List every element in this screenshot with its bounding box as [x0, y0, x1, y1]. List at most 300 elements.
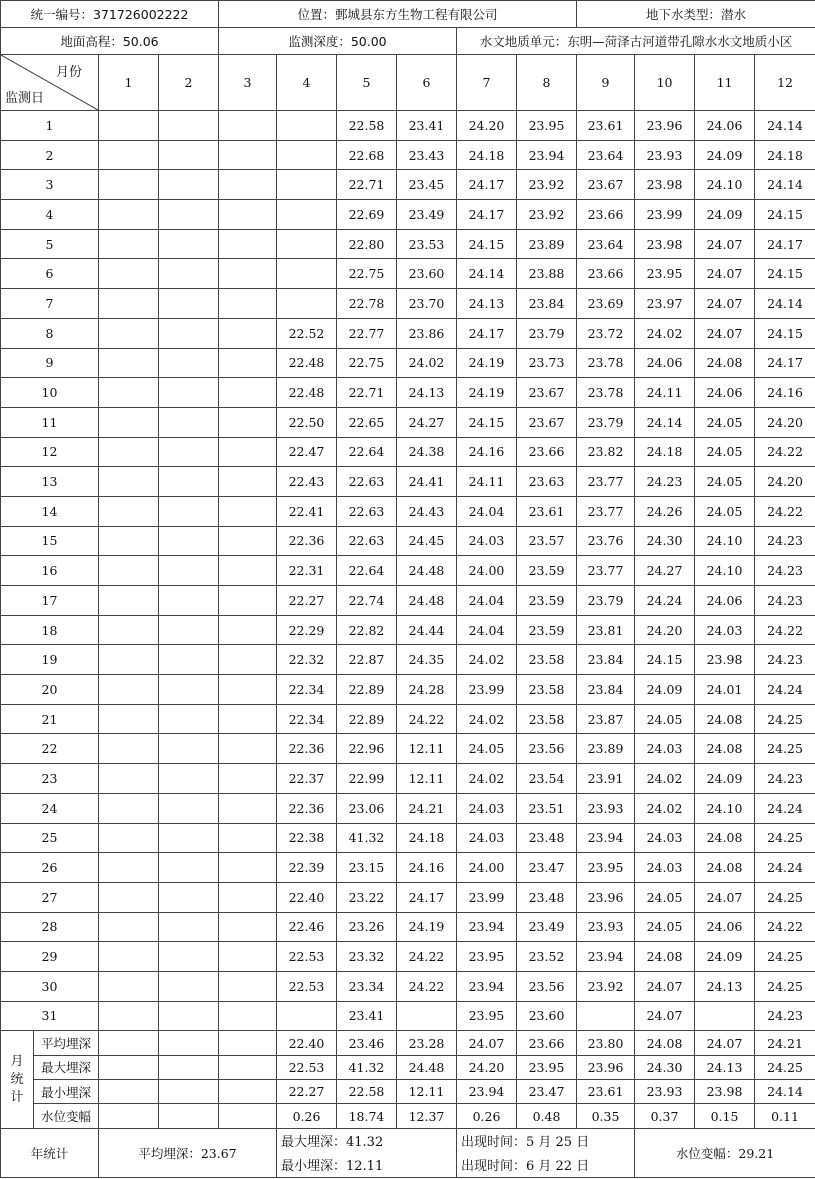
monthly-stat-value: 23.98 [695, 1080, 755, 1104]
depth-value: 22.68 [337, 140, 397, 170]
depth-value [219, 170, 277, 200]
monthly-stat-row [1, 1104, 815, 1128]
monthly-stat-value: 41.32 [337, 1055, 397, 1079]
depth-value: 24.45 [397, 526, 457, 556]
depth-value: 23.41 [337, 1001, 397, 1031]
monthly-stat-value: 23.95 [517, 1055, 577, 1079]
day-row [1, 942, 815, 972]
depth-value: 22.96 [337, 734, 397, 764]
depth-value: 24.02 [457, 704, 517, 734]
day-label: 31 [1, 1001, 99, 1031]
depth-value: 22.78 [337, 289, 397, 319]
depth-value: 24.25 [755, 971, 815, 1001]
ground-elevation: 地面高程：50.06 [1, 28, 219, 55]
depth-value [219, 200, 277, 230]
monthly-stat-value: 18.74 [337, 1104, 397, 1128]
depth-value: 24.06 [695, 378, 755, 408]
depth-value [159, 882, 219, 912]
depth-value [159, 229, 219, 259]
depth-value: 23.77 [577, 467, 635, 497]
depth-value: 24.18 [755, 140, 815, 170]
depth-value: 22.71 [337, 170, 397, 200]
depth-value [159, 407, 219, 437]
day-row [1, 912, 815, 942]
monthly-stat-row [1, 1031, 815, 1055]
depth-value: 24.24 [755, 793, 815, 823]
depth-value: 23.91 [577, 764, 635, 794]
day-row [1, 111, 815, 141]
day-label: 15 [1, 526, 99, 556]
depth-value: 23.87 [577, 704, 635, 734]
depth-value: 23.97 [635, 289, 695, 319]
depth-value: 24.10 [695, 170, 755, 200]
depth-value: 24.11 [635, 378, 695, 408]
depth-value [219, 140, 277, 170]
day-row [1, 229, 815, 259]
depth-value: 24.07 [635, 971, 695, 1001]
depth-value: 23.67 [577, 170, 635, 200]
depth-value: 23.82 [577, 437, 635, 467]
depth-value: 24.05 [695, 467, 755, 497]
depth-value [219, 704, 277, 734]
day-label: 29 [1, 942, 99, 972]
month-header-cell: 9 [577, 55, 635, 111]
depth-value: 24.43 [397, 496, 457, 526]
depth-value: 24.15 [457, 407, 517, 437]
day-row [1, 1001, 815, 1031]
depth-value [99, 764, 159, 794]
depth-value: 22.48 [277, 348, 337, 378]
depth-value: 24.03 [635, 823, 695, 853]
depth-value: 23.98 [695, 645, 755, 675]
depth-value: 12.11 [397, 764, 457, 794]
depth-value: 24.08 [695, 823, 755, 853]
depth-value [219, 496, 277, 526]
depth-value: 22.80 [337, 229, 397, 259]
depth-value: 23.77 [577, 556, 635, 586]
day-row [1, 734, 815, 764]
depth-value: 22.47 [277, 437, 337, 467]
depth-value: 24.08 [695, 734, 755, 764]
depth-value: 24.02 [635, 793, 695, 823]
depth-value: 23.94 [517, 140, 577, 170]
depth-value: 23.56 [517, 971, 577, 1001]
depth-value [99, 912, 159, 942]
monthly-stat-value [219, 1104, 277, 1128]
depth-value: 24.07 [695, 318, 755, 348]
depth-value [219, 764, 277, 794]
depth-value: 23.60 [397, 259, 457, 289]
month-header-cell: 10 [635, 55, 695, 111]
depth-value [219, 526, 277, 556]
depth-value: 24.14 [755, 170, 815, 200]
depth-value: 22.63 [337, 496, 397, 526]
depth-value: 22.39 [277, 853, 337, 883]
month-header-cell: 8 [517, 55, 577, 111]
depth-value [159, 942, 219, 972]
monthly-stat-value [159, 1080, 219, 1104]
depth-value: 24.05 [635, 882, 695, 912]
depth-value [219, 348, 277, 378]
monthly-stat-value: 23.28 [397, 1031, 457, 1055]
depth-value [99, 348, 159, 378]
depth-value [277, 111, 337, 141]
depth-value [159, 496, 219, 526]
monthly-stat-value [159, 1055, 219, 1079]
depth-value: 22.63 [337, 467, 397, 497]
depth-value: 24.16 [755, 378, 815, 408]
depth-value [577, 1001, 635, 1031]
depth-value: 23.59 [517, 615, 577, 645]
month-header-cell: 3 [219, 55, 277, 111]
depth-value: 24.05 [695, 437, 755, 467]
depth-value: 22.53 [277, 971, 337, 1001]
depth-value: 22.36 [277, 526, 337, 556]
depth-value: 24.23 [755, 1001, 815, 1031]
day-row [1, 407, 815, 437]
depth-value: 24.22 [397, 704, 457, 734]
depth-value: 23.81 [577, 615, 635, 645]
depth-value: 24.00 [457, 853, 517, 883]
day-row [1, 170, 815, 200]
depth-value: 23.84 [577, 645, 635, 675]
depth-value: 24.30 [635, 526, 695, 556]
depth-value [277, 200, 337, 230]
hydrogeologic-unit: 水文地质单元：东明—菏泽古河道带孔隙水水文地质小区 [457, 28, 815, 55]
depth-value [159, 111, 219, 141]
depth-value: 23.95 [457, 1001, 517, 1031]
depth-value [219, 229, 277, 259]
month-header-cell: 2 [159, 55, 219, 111]
monthly-stats-group-label [1, 1031, 34, 1129]
depth-value [277, 170, 337, 200]
depth-value: 24.13 [695, 971, 755, 1001]
depth-value: 24.20 [457, 111, 517, 141]
depth-value: 23.79 [577, 586, 635, 616]
depth-value [159, 971, 219, 1001]
depth-value: 23.95 [457, 942, 517, 972]
depth-value [219, 556, 277, 586]
depth-value: 23.92 [577, 971, 635, 1001]
depth-value: 24.48 [397, 556, 457, 586]
depth-value: 22.36 [277, 734, 337, 764]
depth-value: 23.94 [577, 942, 635, 972]
monthly-stat-value: 24.48 [397, 1055, 457, 1079]
depth-value: 24.25 [755, 942, 815, 972]
depth-value [159, 556, 219, 586]
depth-value: 22.74 [337, 586, 397, 616]
depth-value [219, 586, 277, 616]
depth-value: 23.95 [577, 853, 635, 883]
depth-value: 24.16 [457, 437, 517, 467]
annual-min-depth: 最小埋深：12.11 [281, 1159, 384, 1175]
depth-value: 23.52 [517, 942, 577, 972]
depth-value [159, 823, 219, 853]
day-label: 20 [1, 675, 99, 705]
depth-value: 24.17 [755, 229, 815, 259]
monthly-stat-value [219, 1055, 277, 1079]
monthly-stat-value: 22.53 [277, 1055, 337, 1079]
depth-value: 41.32 [337, 823, 397, 853]
depth-value: 23.51 [517, 793, 577, 823]
depth-value [99, 882, 159, 912]
depth-value [159, 704, 219, 734]
annual-range: 水位变幅：29.21 [635, 1128, 815, 1177]
depth-value: 24.15 [755, 318, 815, 348]
depth-value [159, 734, 219, 764]
depth-value: 22.37 [277, 764, 337, 794]
day-label: 1 [1, 111, 99, 141]
depth-value [99, 734, 159, 764]
depth-value [277, 259, 337, 289]
depth-value [159, 467, 219, 497]
day-row [1, 467, 815, 497]
day-label: 13 [1, 467, 99, 497]
depth-value: 24.03 [635, 734, 695, 764]
month-header-cell: 7 [457, 55, 517, 111]
depth-value: 23.43 [397, 140, 457, 170]
depth-value: 24.17 [457, 170, 517, 200]
day-label: 24 [1, 793, 99, 823]
monthly-stat-row [1, 1080, 815, 1104]
monthly-stat-value: 22.58 [337, 1080, 397, 1104]
depth-value: 23.63 [517, 467, 577, 497]
day-row [1, 615, 815, 645]
month-header-cell: 1 [99, 55, 159, 111]
depth-value: 23.26 [337, 912, 397, 942]
monthly-stat-value: 23.93 [635, 1080, 695, 1104]
monthly-stat-value: 24.21 [755, 1031, 815, 1055]
depth-value [99, 675, 159, 705]
depth-value: 22.40 [277, 882, 337, 912]
depth-value: 23.89 [577, 734, 635, 764]
month-header-cell: 6 [397, 55, 457, 111]
day-row [1, 971, 815, 1001]
depth-value: 23.89 [517, 229, 577, 259]
depth-value [99, 615, 159, 645]
depth-value [99, 259, 159, 289]
monthly-stat-value: 12.37 [397, 1104, 457, 1128]
depth-value: 22.36 [277, 793, 337, 823]
depth-value [277, 140, 337, 170]
depth-value [99, 437, 159, 467]
depth-value: 22.65 [337, 407, 397, 437]
depth-value: 24.07 [695, 289, 755, 319]
day-label: 16 [1, 556, 99, 586]
depth-value: 24.23 [635, 467, 695, 497]
monthly-stat-value: 24.08 [635, 1031, 695, 1055]
depth-value: 24.14 [755, 289, 815, 319]
corner-month-label: 月份 [55, 65, 82, 80]
day-row [1, 496, 815, 526]
annual-extreme-times [457, 1128, 635, 1177]
day-label: 28 [1, 912, 99, 942]
depth-value [99, 378, 159, 408]
depth-value: 23.70 [397, 289, 457, 319]
depth-value: 24.19 [397, 912, 457, 942]
depth-value: 24.17 [397, 882, 457, 912]
depth-value: 24.28 [397, 675, 457, 705]
day-row [1, 289, 815, 319]
depth-value: 23.86 [397, 318, 457, 348]
monthly-stat-value: 22.40 [277, 1031, 337, 1055]
depth-value: 24.25 [755, 734, 815, 764]
depth-value: 24.22 [397, 971, 457, 1001]
monthly-stat-value: 23.46 [337, 1031, 397, 1055]
monthly-stat-value: 23.94 [457, 1080, 517, 1104]
depth-value: 23.06 [337, 793, 397, 823]
monthly-stat-label: 最小埋深 [34, 1080, 99, 1104]
depth-value: 23.66 [517, 437, 577, 467]
depth-value: 24.14 [457, 259, 517, 289]
depth-value [159, 289, 219, 319]
monthly-stat-value [219, 1031, 277, 1055]
depth-value: 22.89 [337, 704, 397, 734]
depth-value: 22.75 [337, 259, 397, 289]
monthly-stat-value: 23.80 [577, 1031, 635, 1055]
depth-value: 22.89 [337, 675, 397, 705]
depth-value: 24.04 [457, 615, 517, 645]
depth-value: 24.17 [457, 200, 517, 230]
depth-value: 23.34 [337, 971, 397, 1001]
day-label: 30 [1, 971, 99, 1001]
day-label: 27 [1, 882, 99, 912]
depth-value [99, 200, 159, 230]
depth-value [99, 289, 159, 319]
depth-value [219, 289, 277, 319]
depth-value: 23.58 [517, 645, 577, 675]
depth-value [159, 140, 219, 170]
depth-value: 24.00 [457, 556, 517, 586]
depth-value: 22.27 [277, 586, 337, 616]
day-row [1, 675, 815, 705]
monthly-stat-value: 0.48 [517, 1104, 577, 1128]
depth-value [99, 793, 159, 823]
depth-value: 22.31 [277, 556, 337, 586]
depth-value: 24.17 [755, 348, 815, 378]
depth-value: 22.77 [337, 318, 397, 348]
depth-value: 24.07 [635, 1001, 695, 1031]
depth-value [219, 971, 277, 1001]
depth-value: 24.18 [457, 140, 517, 170]
depth-value [159, 912, 219, 942]
monthly-stat-value: 23.66 [517, 1031, 577, 1055]
annual-min-time: 出现时间：6 月 22 日 [461, 1159, 590, 1175]
month-header-cell: 4 [277, 55, 337, 111]
depth-value [99, 407, 159, 437]
depth-value [219, 318, 277, 348]
groundwater-type: 地下水类型：潜水 [577, 1, 815, 28]
depth-value: 23.79 [577, 407, 635, 437]
depth-value [159, 200, 219, 230]
monthly-stat-value: 0.11 [755, 1104, 815, 1128]
day-label: 11 [1, 407, 99, 437]
day-label: 17 [1, 586, 99, 616]
depth-value [99, 526, 159, 556]
depth-value: 24.02 [635, 764, 695, 794]
depth-value [159, 675, 219, 705]
depth-value: 23.66 [577, 200, 635, 230]
depth-value: 23.48 [517, 823, 577, 853]
depth-value: 23.94 [577, 823, 635, 853]
monthly-stat-value: 24.25 [755, 1055, 815, 1079]
depth-value: 23.64 [577, 140, 635, 170]
depth-value: 24.19 [457, 348, 517, 378]
month-header-cell: 12 [755, 55, 815, 111]
depth-value [159, 645, 219, 675]
depth-value: 24.06 [695, 912, 755, 942]
depth-value [99, 170, 159, 200]
monthly-stat-label: 最大埋深 [34, 1055, 99, 1079]
depth-value: 24.06 [635, 348, 695, 378]
depth-value: 23.58 [517, 675, 577, 705]
monthly-stat-value [159, 1104, 219, 1128]
depth-value [219, 675, 277, 705]
monthly-stat-value: 23.47 [517, 1080, 577, 1104]
depth-value [159, 378, 219, 408]
depth-value: 24.08 [695, 348, 755, 378]
depth-value: 24.20 [755, 407, 815, 437]
depth-value: 24.08 [635, 942, 695, 972]
depth-value: 24.21 [397, 793, 457, 823]
depth-value: 24.04 [457, 496, 517, 526]
monthly-stat-value [159, 1031, 219, 1055]
day-row [1, 140, 815, 170]
depth-value: 23.58 [517, 704, 577, 734]
month-header-cell: 11 [695, 55, 755, 111]
depth-value: 23.94 [457, 971, 517, 1001]
depth-value: 24.03 [457, 526, 517, 556]
day-label: 23 [1, 764, 99, 794]
depth-value: 23.48 [517, 882, 577, 912]
depth-value: 22.71 [337, 378, 397, 408]
depth-value: 23.49 [517, 912, 577, 942]
depth-value: 23.92 [517, 200, 577, 230]
depth-value: 24.22 [397, 942, 457, 972]
monthly-stat-value: 22.27 [277, 1080, 337, 1104]
depth-value: 24.17 [457, 318, 517, 348]
depth-value: 22.29 [277, 615, 337, 645]
day-row [1, 645, 815, 675]
corner-cell [1, 55, 99, 111]
depth-value: 23.57 [517, 526, 577, 556]
depth-value [219, 378, 277, 408]
depth-value [99, 140, 159, 170]
depth-value: 24.15 [755, 200, 815, 230]
depth-value: 23.78 [577, 348, 635, 378]
depth-value: 24.13 [457, 289, 517, 319]
depth-value [219, 1001, 277, 1031]
depth-value: 23.77 [577, 496, 635, 526]
monthly-stat-value: 0.26 [277, 1104, 337, 1128]
month-header-row [1, 55, 815, 111]
depth-value [99, 704, 159, 734]
monthly-stat-value: 24.13 [695, 1055, 755, 1079]
depth-value: 23.69 [577, 289, 635, 319]
annual-extremes [277, 1128, 457, 1177]
monthly-stat-value [219, 1080, 277, 1104]
depth-value: 24.24 [755, 675, 815, 705]
monthly-stat-value: 0.37 [635, 1104, 695, 1128]
depth-value: 24.10 [695, 793, 755, 823]
depth-value: 22.48 [277, 378, 337, 408]
day-row [1, 882, 815, 912]
monthly-stat-value: 24.07 [457, 1031, 517, 1055]
depth-value: 24.09 [695, 942, 755, 972]
depth-value [159, 526, 219, 556]
day-label: 10 [1, 378, 99, 408]
depth-value [99, 556, 159, 586]
